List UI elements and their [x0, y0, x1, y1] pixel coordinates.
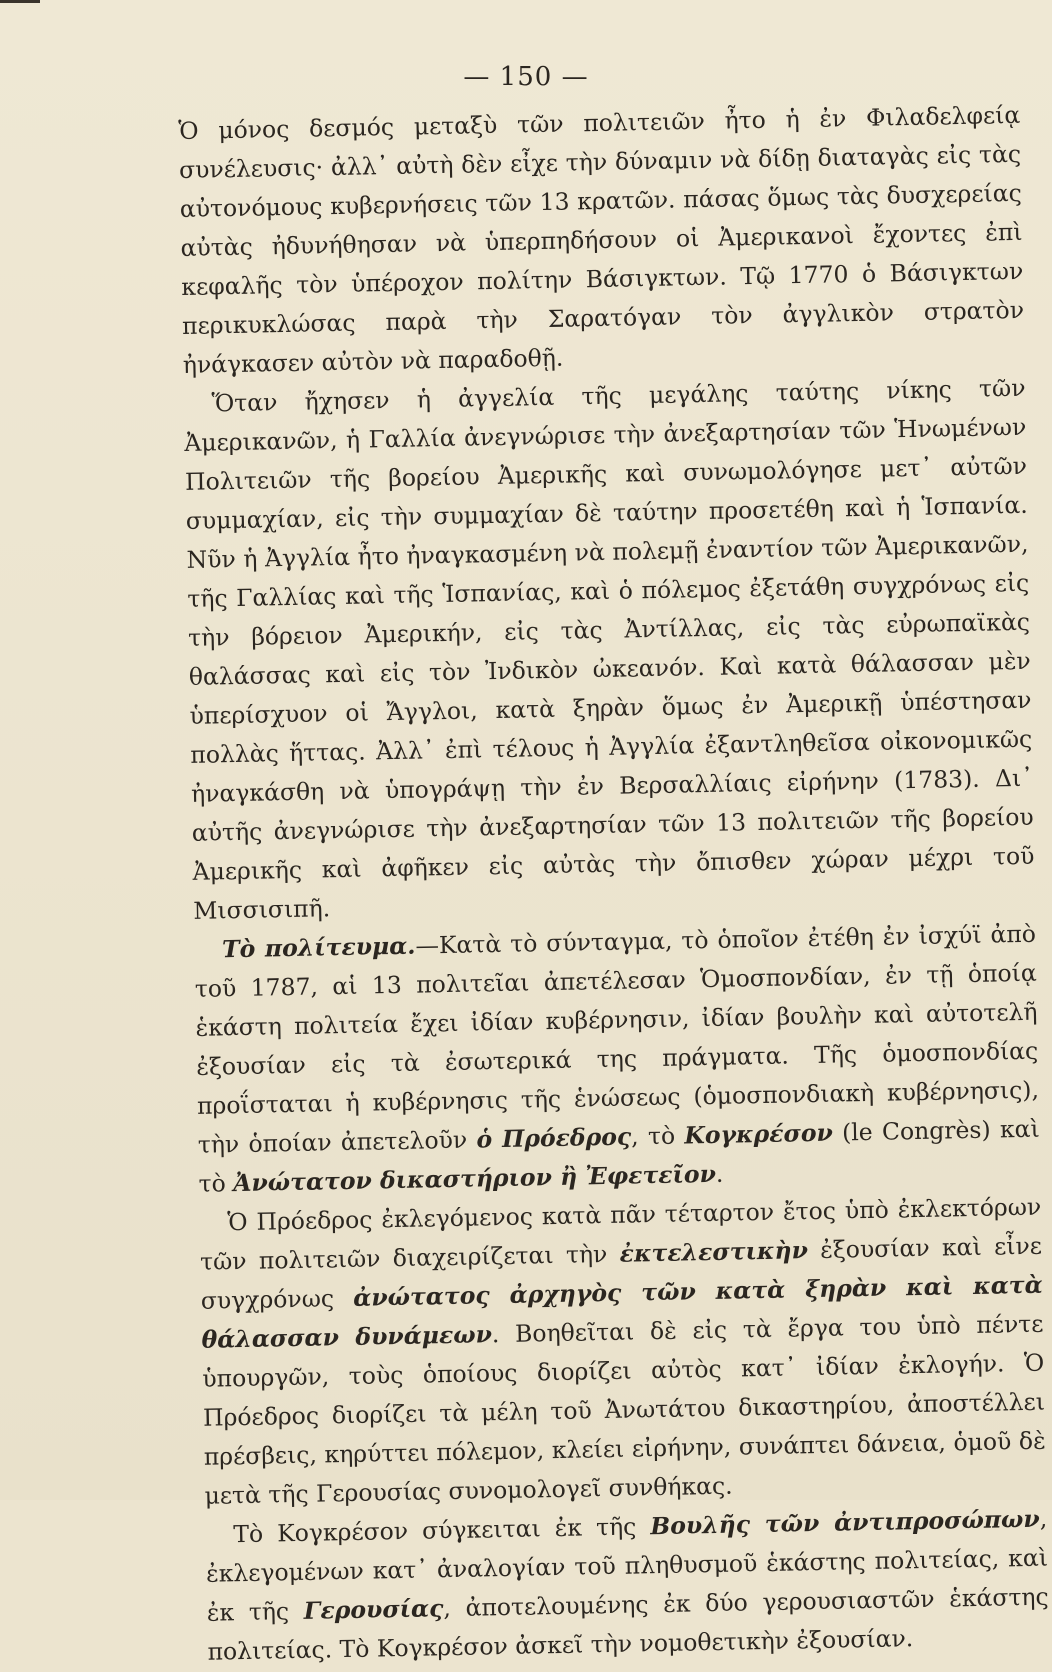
text-segment: Τὸ Κογκρέσον σύγκειται ἐκ τῆς: [233, 1512, 651, 1549]
text-segment: .: [715, 1159, 724, 1188]
section-heading: Τὸ πολίτευμα.: [221, 931, 416, 964]
text-segment: (le Congrès) καὶ τὸ: [198, 1114, 1040, 1198]
emphasis-term: Γερουσίας: [303, 1594, 444, 1625]
body-text: [178, 96, 1050, 1672]
page-number: — 150 —: [463, 62, 589, 92]
text-segment: ἐξουσίαν καὶ εἶνε συγχρόνως: [200, 1231, 1043, 1315]
top-edge-rule: [0, 0, 40, 3]
text-segment: Ὁ μόνος δεσμός μεταξὺ τῶν πολιτειῶν ἦτο ἡ ἐν Φιλαδελφείᾳ συνέλευσις· ἀλλ᾿ αὐτὴ δὲν εἶχε τὴν δύναμιν νὰ δίδῃ διαταγὰς εἰς τὰς αὐτονόμους κυβερνήσεις τῶν 13 κρατῶν. πάσας ὅμως τὰς δυσχερείας αὐτὰς ἠδυνήθησαν νὰ ὑπερπηδήσουν οἱ Ἀμερικανοὶ ἔχοντες ἐπὶ κεφαλῆς τὸν ὑπέροχον πολίτην Βάσιγκτων. Τῷ 1770 ὁ Βάσιγκτων περικυκλώσας παρὰ τὴν Σαρατόγαν τὸν ἀγγλικὸν στρατὸν ἠνάγκασεν αὐτὸν νὰ παραδοθῇ.: [178, 100, 1025, 379]
paragraph-1: [178, 96, 1025, 385]
emphasis-term: ὁ Πρόεδρος: [476, 1122, 632, 1154]
text-segment: Ὅταν ἤχησεν ἡ ἀγγελία τῆς μεγάλης ταύτης νίκης τῶν Ἀμερικανῶν, ἡ Γαλλία ἀνεγνώρισε τὴν ἀνεξαρτησίαν τῶν Ἡνωμένων Πολιτειῶν τῆς βορείου Ἀμερικῆς καὶ συνωμολόγησε μετ᾿ αὐτῶν συμμαχίαν, εἰς τὴν συμμαχίαν δὲ ταύτην προσετέθη καὶ ἡ Ἱσπανία. Νῦν ἡ Ἀγγλία ἦτο ἠναγκασμένη νὰ πολεμῇ ἐναντίον τῶν Ἀμερικανῶν, τῆς Γαλλίας καὶ τῆς Ἱσπανίας, καὶ ὁ πόλεμος ἐξετάθη συγχρόνως εἰς τὴν βόρειον Ἀμερικήν, εἰς τὰς Ἀντίλλας, εἰς τὰς εὐρωπαϊκὰς θαλάσσας καὶ εἰς τὸν Ἰνδικὸν ὠκεανόν. Καὶ κατὰ θάλασσαν μὲν ὑπερίσχυον οἱ Ἄγγλοι, κατὰ ξηρὰν ὅμως ἐν Ἀμερικῇ ὑπέστησαν πολλὰς ἥττας. Ἀλλ᾿ ἐπὶ τέλους ἡ Ἀγγλία ἐξαντληθεῖσα οἰκονομικῶς ἠναγκάσθη νὰ ὑπογράψῃ τὴν ἐν Βερσαλλίαις εἰρήνην (1783). Δι᾿ αὐτῆς ἀνεγνώρισε τὴν ἀνεξαρτησίαν τῶν 13 πολιτειῶν τῆς βορείου Ἀμερικῆς καὶ ἀφῆκεν εἰς αὐτὰς τὴν ὄπισθεν χώραν μέχρι τοῦ Μισσισιπῆ.: [184, 373, 1035, 925]
emphasis-term: Ἀνώτατον δικαστήριον ἢ Ἐφετεῖον: [232, 1159, 717, 1198]
emphasis-term: Βουλῆς τῶν ἀντιπροσώπων: [650, 1504, 1040, 1541]
text-segment: . Βοηθεῖται δὲ εἰς τὰ ἔργα του ὑπὸ πέντε ὑπουργῶν, τοὺς ὁποίους διορίζει αὐτὸς κατ᾿ ἰδίαν ἐκλογήν. Ὁ Πρόεδρος διορίζει τὰ μέλη τοῦ Ἀνωτάτου δικαστηρίου, ἀποστέλλει πρέσβεις, κηρύττει πόλεμον, κλείει εἰρήνην, συνάπτει δάνεια, ὁμοῦ δὲ μετὰ τῆς Γερουσίας συνομολογεῖ συνθήκας.: [202, 1309, 1046, 1510]
emphasis-term: Κογκρέσον: [684, 1118, 834, 1150]
paragraph-2: [183, 369, 1035, 931]
paragraph-5: [205, 1500, 1050, 1672]
text-segment: —Κατὰ τὸ σύνταγμα, τὸ ὁποῖον ἐτέθη ἐν ἰσχύϊ ἀπὸ τοῦ 1787, αἱ 13 πολιτεῖαι ἀπετέλεσαν Ὁμοσπονδίαν, ἐν τῇ ὁποίᾳ ἑκάστη πολιτεία ἔχει ἰδίαν κυβέρνησιν, ἰδίαν βουλὴν καὶ αὐτοτελῆ ἐξουσίαν εἰς τὰ ἐσωτερικά της πράγματα. Τῆς ὁμοσπονδίας προΐσταται ἡ κυβέρνησις τῆς ἑνώσεως (ὁμοσπονδιακὴ κυβέρνησις), τὴν ὁποίαν ἀπετελοῦν: [194, 919, 1040, 1159]
emphasis-term: ἀνώτατος ἀρχηγὸς τῶν κατὰ ξηρὰν καὶ κατὰ θάλασσαν δυνάμεων: [201, 1270, 1043, 1354]
text-segment: Ὁ Πρόεδρος ἐκλεγόμενος κατὰ πᾶν τέταρτον ἔτος ὑπὸ ἐκλεκτόρων τῶν πολιτειῶν διαχειρίζεται τὴν: [199, 1192, 1042, 1276]
emphasis-term: ἐκτελεστικὴν: [619, 1236, 809, 1268]
text-segment: , ἀποτελουμένης ἐκ δύο γερουσιαστῶν ἑκάστης πολιτείας. Τὸ Κογκρέσον ἀσκεῖ τὴν νομοθετικὴν ἐξουσίαν.: [207, 1582, 1049, 1666]
text-segment: , τὸ: [630, 1121, 685, 1151]
text-segment: , ἐκλεγομένων κατ᾿ ἀναλογίαν τοῦ πληθυσμοῦ ἑκάστης πολιτείας, καὶ ἐκ τῆς: [205, 1504, 1049, 1627]
paragraph-4: [199, 1188, 1047, 1516]
paragraph-3: [194, 915, 1041, 1204]
